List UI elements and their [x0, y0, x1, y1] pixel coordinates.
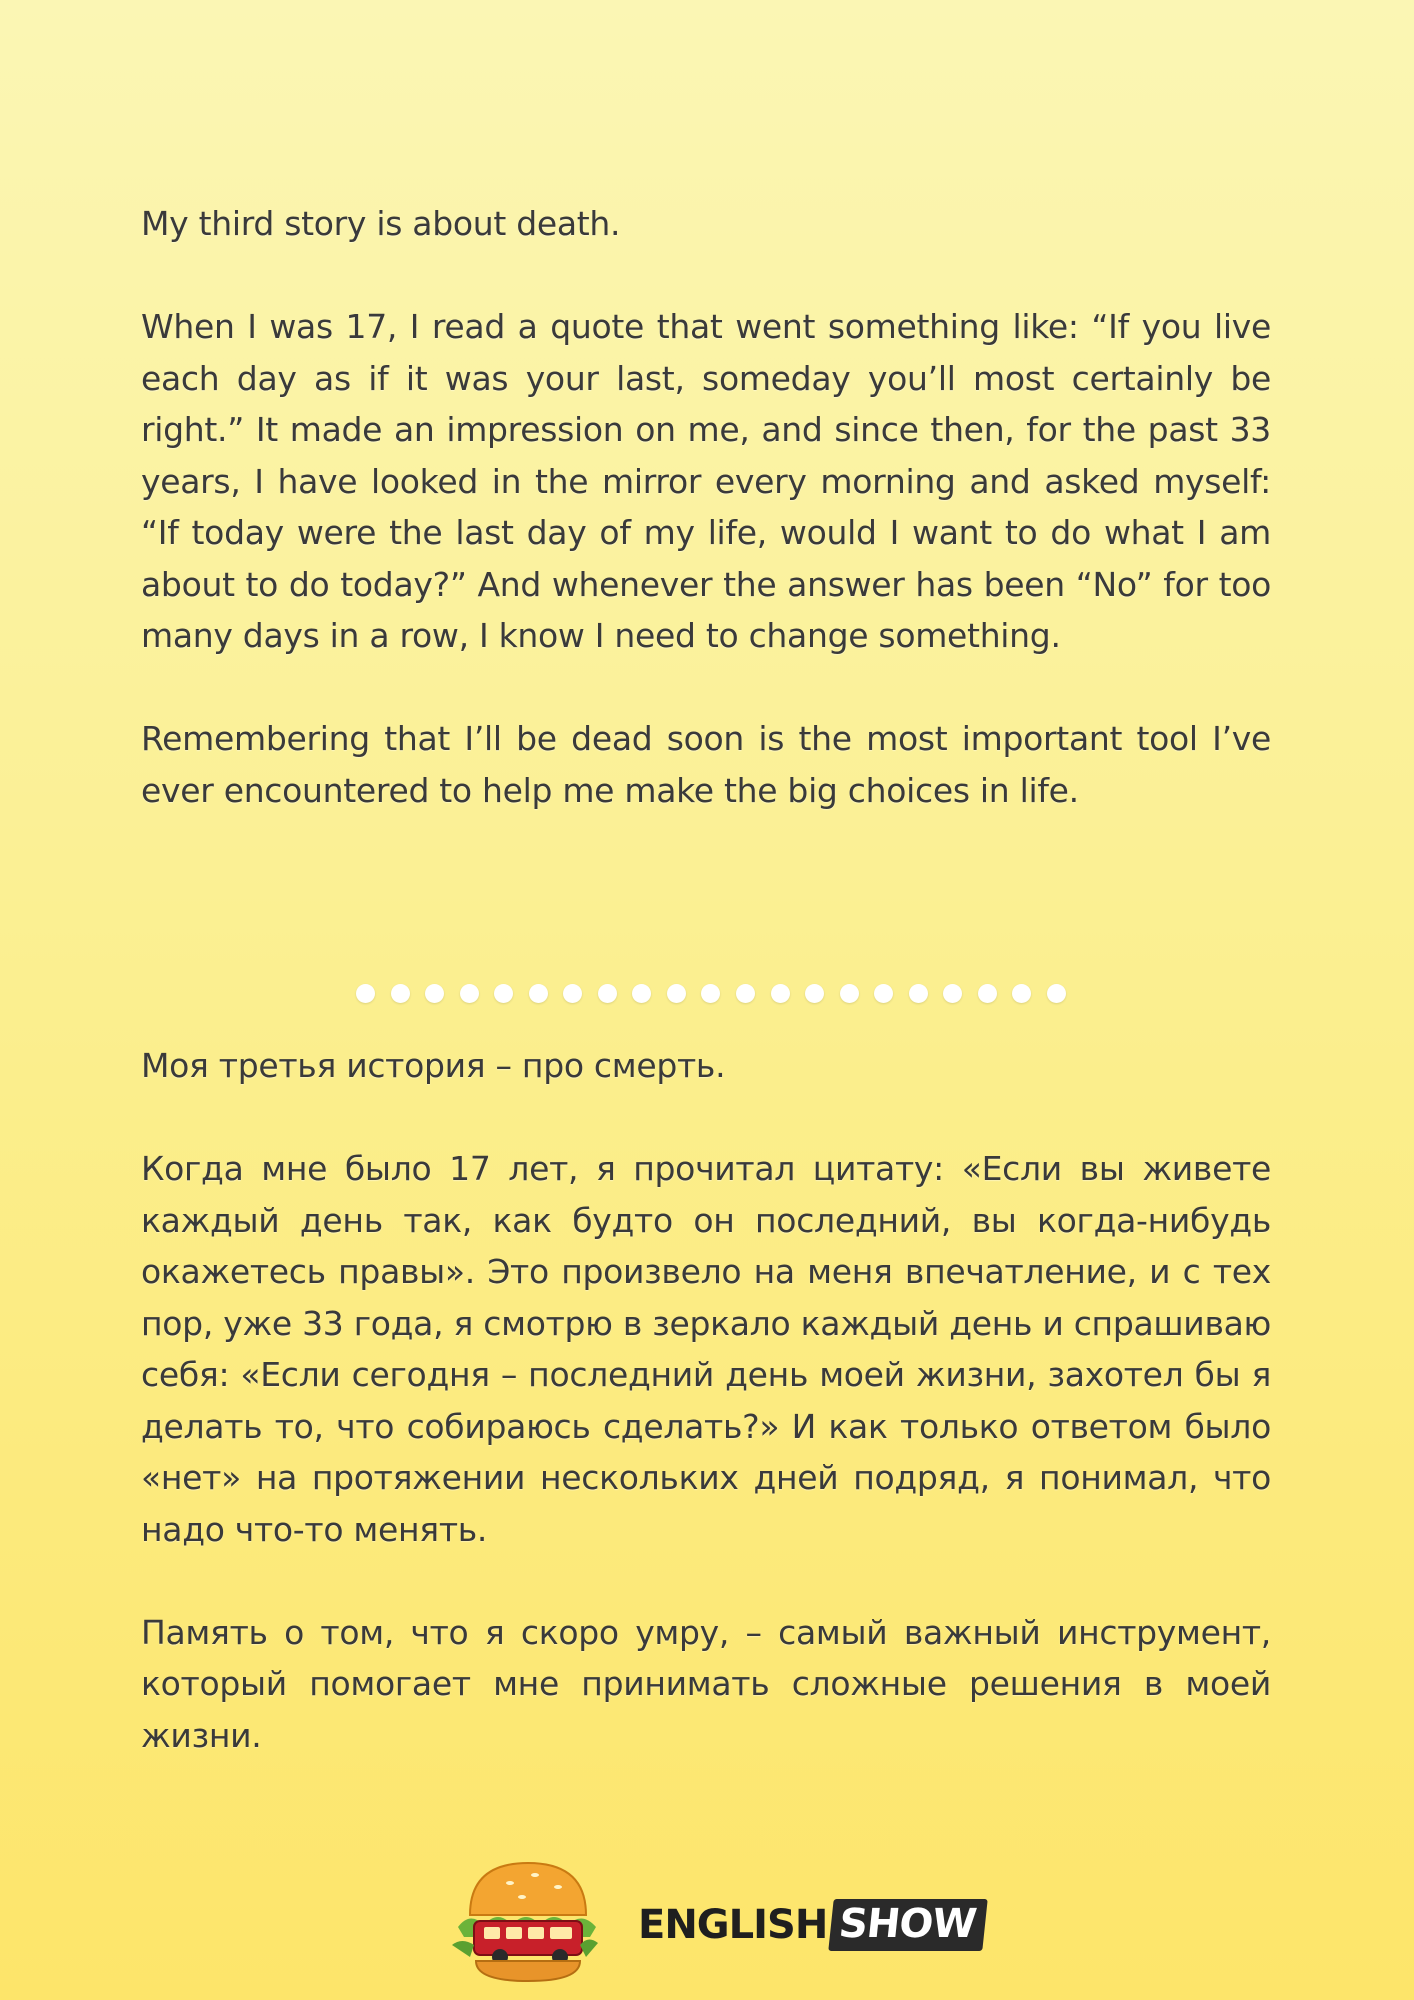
- divider-dot: [771, 984, 790, 1003]
- russian-section: [141, 1040, 1271, 1761]
- divider-dot: [667, 984, 686, 1003]
- divider-dot: [1047, 984, 1066, 1003]
- russian-paragraph-memory: Память о том, что я скоро умру, – самый важный инструмент, который помогает мне принимать сложные решения в моей жизни.: [141, 1612, 1271, 1755]
- brand-wordmark: [638, 1895, 986, 1955]
- brand-show: SHOW: [829, 1899, 989, 1951]
- divider-dot: [494, 984, 513, 1003]
- english-section: [141, 198, 1271, 816]
- russian-intro: Моя третья история – про смерть.: [141, 1046, 726, 1085]
- divider-dot: [391, 984, 410, 1003]
- divider-dot: [736, 984, 755, 1003]
- divider-dot: [909, 984, 928, 1003]
- footer-logo: [440, 1845, 980, 1995]
- divider-dot: [632, 984, 651, 1003]
- russian-paragraph-quote: Когда мне было 17 лет, я прочитал цитату: «Если вы живете каждый день так, как будто он последний, вы когда-нибудь окажетесь правы». Это произвело на меня впечатление, и с тех пор, уже 33 года, я смотрю в зеркало каждый день и спрашиваю себя: «Если сегодня – последний день моей жизни, захотел бы я делать то, что собираюсь сделать?» И как только ответом было «нет» на протяжении нескольких дней подряд, я понимал, что надо что-то менять.: [141, 1149, 1271, 1549]
- divider-dot: [1012, 984, 1031, 1003]
- dotted-divider: [356, 982, 1066, 1004]
- divider-dot: [563, 984, 582, 1003]
- divider-dot: [529, 984, 548, 1003]
- divider-dot: [978, 984, 997, 1003]
- divider-dot: [425, 984, 444, 1003]
- divider-dot: [874, 984, 893, 1003]
- divider-dot: [356, 984, 375, 1003]
- english-paragraph-remembering: Remembering that I’ll be dead soon is the most important tool I’ve ever encountered to help me make the big choices in life.: [141, 719, 1271, 810]
- english-intro: My third story is about death.: [141, 204, 621, 243]
- divider-dot: [460, 984, 479, 1003]
- divider-dot: [943, 984, 962, 1003]
- divider-dot: [701, 984, 720, 1003]
- brand-english: ENGLISH: [638, 1902, 828, 1948]
- divider-dot: [805, 984, 824, 1003]
- divider-dot: [840, 984, 859, 1003]
- divider-dot: [598, 984, 617, 1003]
- burger-bus-icon: [440, 1845, 610, 1995]
- english-paragraph-quote: When I was 17, I read a quote that went something like: “If you live each day as if it was your last, someday you’ll most certainly be right.” It made an impression on me, and since then, for the past 33 years, I have looked in the mirror every morning and asked myself: “If today were the last day of my life, would I want to do what I am about to do today?” And whenever the answer has been “No” for too many days in a row, I know I need to change something.: [141, 307, 1271, 655]
